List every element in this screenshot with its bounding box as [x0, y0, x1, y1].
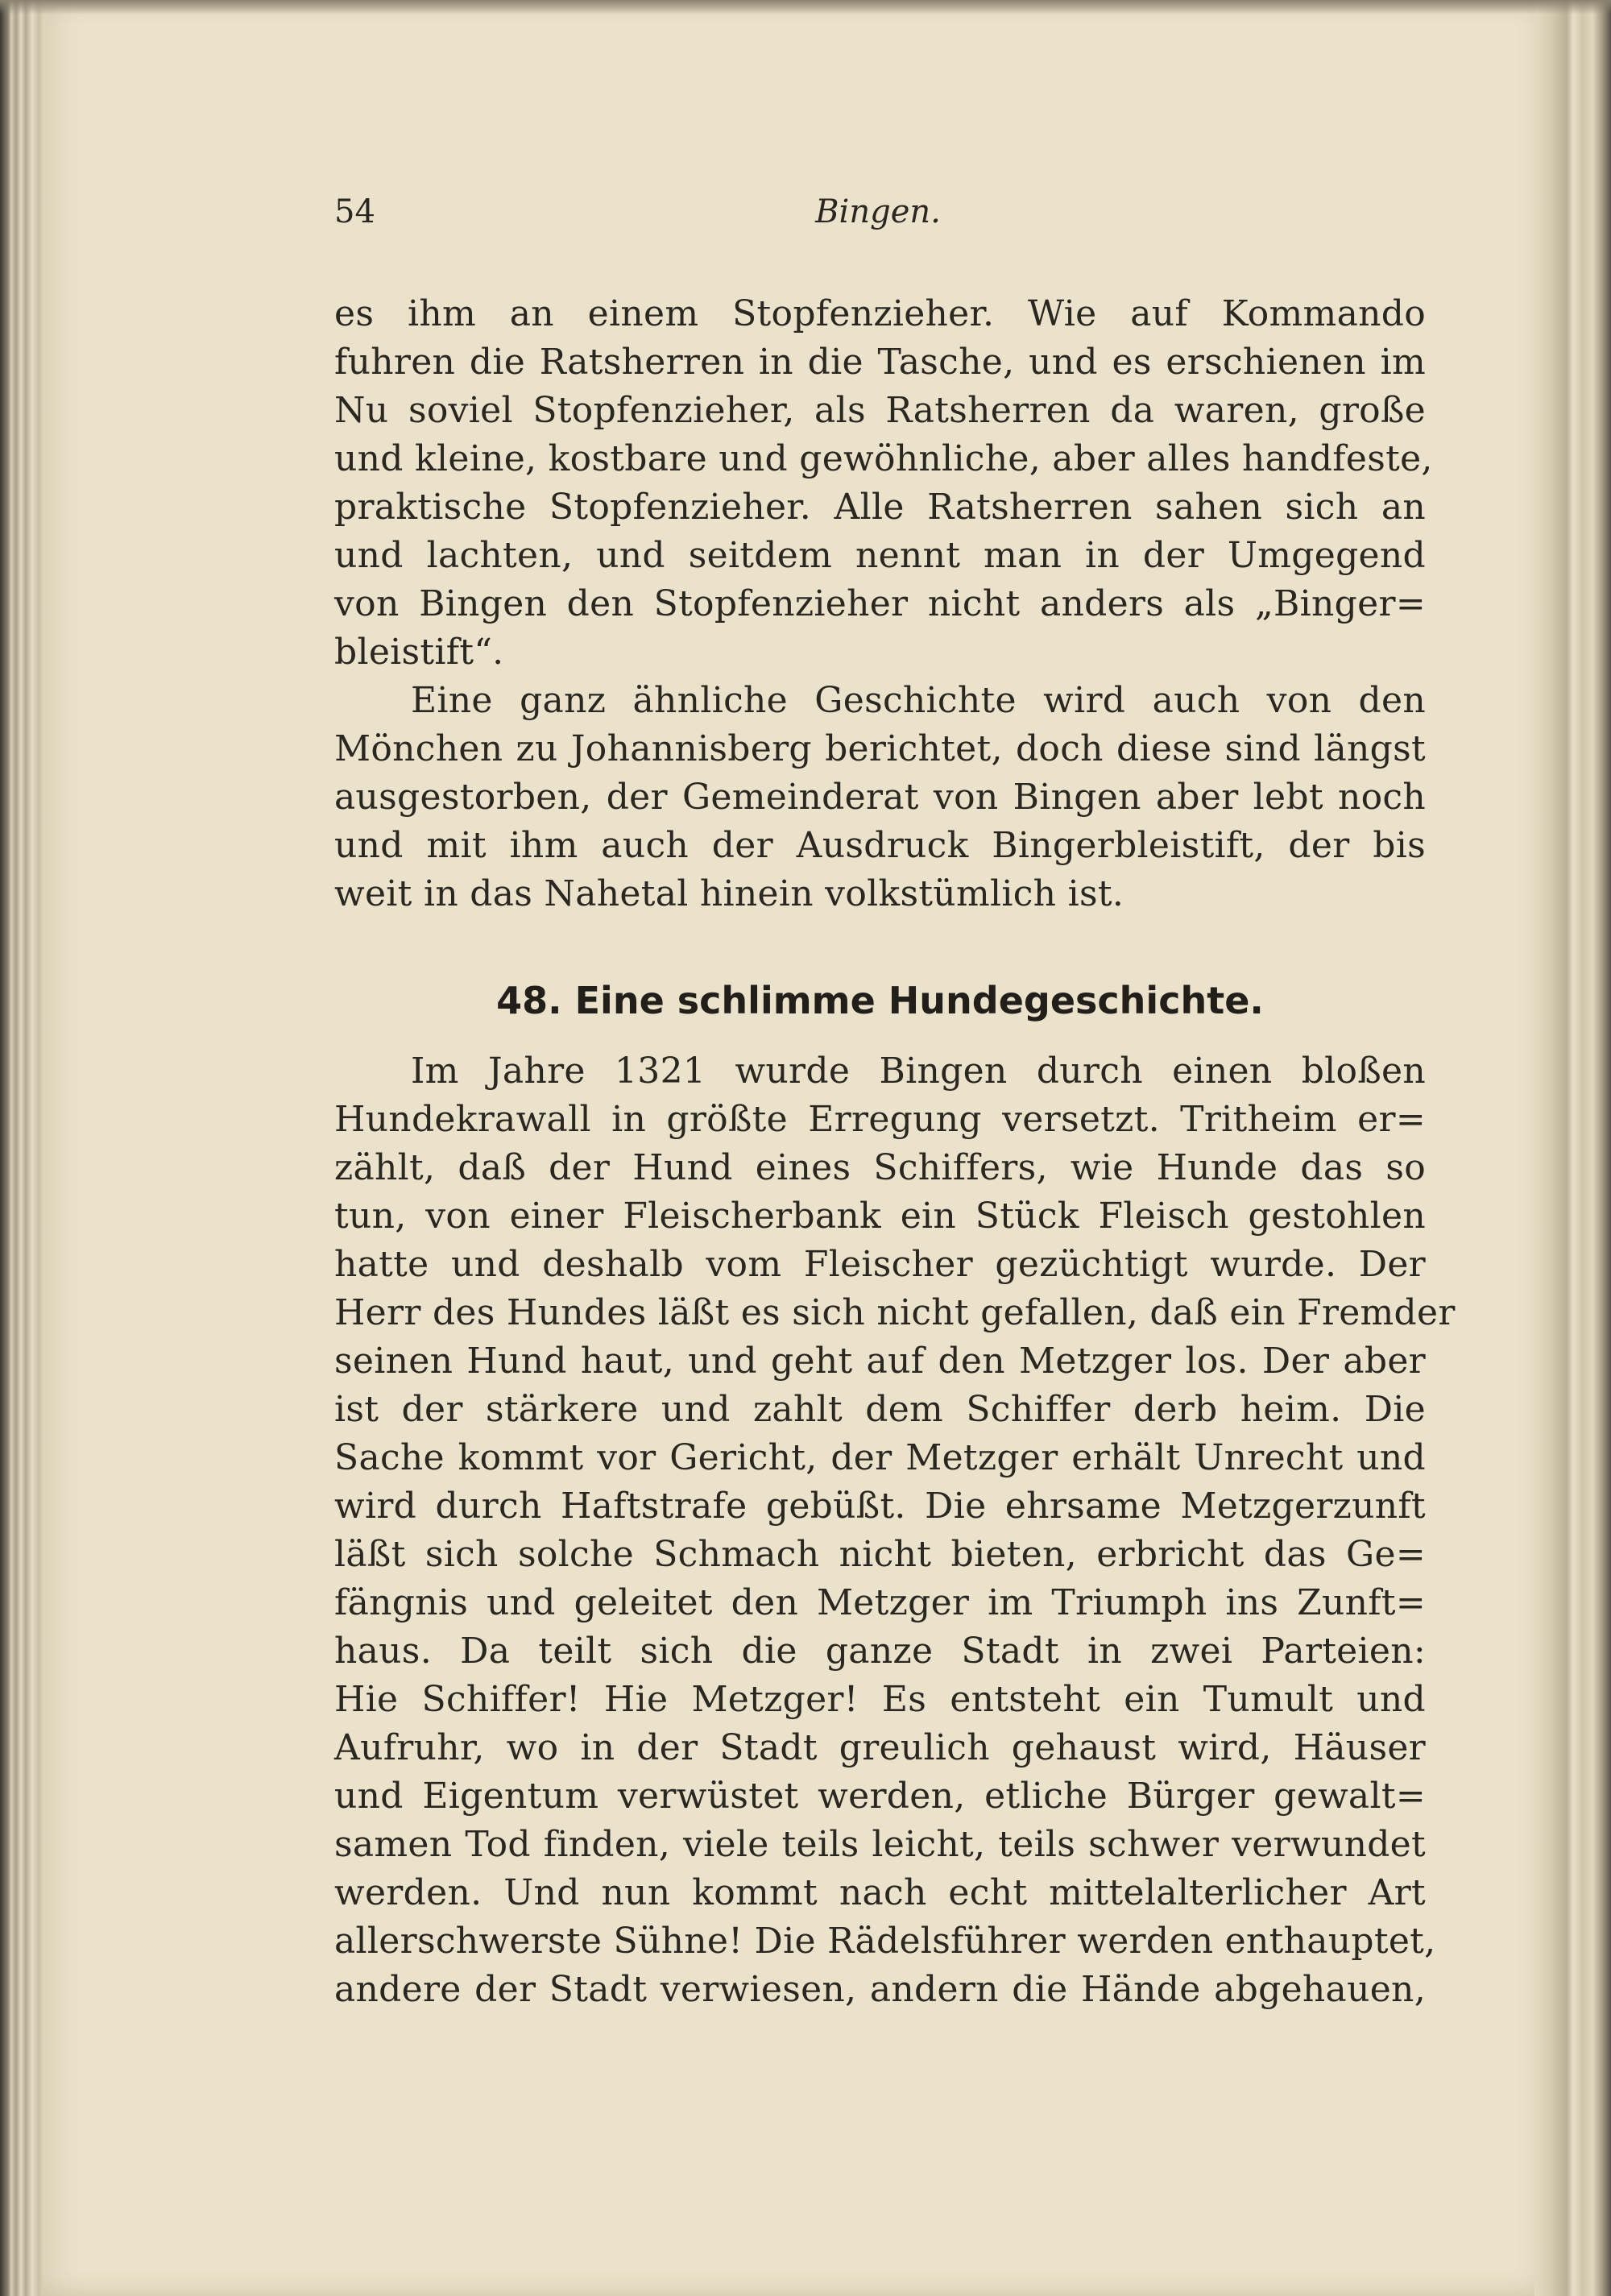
text-line: hatte und deshalb vom Fleischer gezüchtigt wurde. Der — [334, 1244, 1426, 1285]
text-line: fuhren die Ratsherren in die Tasche, und es erschienen im — [334, 342, 1426, 383]
text-line: weit in das Nahetal hinein volkstümlich ist. — [334, 873, 1124, 914]
text-line: und Eigentum verwüstet werden, etliche Bürger gewalt= — [334, 1776, 1426, 1817]
right-page-edges — [1534, 0, 1611, 2296]
text-line: und kleine, kostbare und gewöhnliche, aber alles handfeste, — [334, 438, 1433, 479]
text-line: von Bingen den Stopfenzieher nicht anders als „Binger= — [334, 583, 1426, 624]
text-line: und mit ihm auch der Ausdruck Bingerbleistift, der bis — [334, 825, 1426, 866]
left-page-edges — [0, 0, 48, 2296]
text-line: Mönchen zu Johannisberg berichtet, doch diese sind längst — [334, 728, 1426, 769]
text-line: Hundekrawall in größte Erregung versetzt. Tritheim er= — [334, 1099, 1426, 1140]
text-line: fängnis und geleitet den Metzger im Triumph ins Zunft= — [334, 1582, 1426, 1623]
text-line: bleistift“. — [334, 632, 504, 673]
text-line: wird durch Haftstrafe gebüßt. Die ehrsame Metzgerzunft — [334, 1486, 1426, 1527]
text-line: seinen Hund haut, und geht auf den Metzger los. Der aber — [334, 1341, 1426, 1382]
text-line: und lachten, und seitdem nennt man in der Umgegend — [334, 535, 1426, 576]
text-line: allerschwerste Sühne! Die Rädelsführer werden enthauptet, — [334, 1921, 1436, 1962]
scan-shadow — [0, 0, 1611, 15]
text-line: Nu soviel Stopfenzieher, als Ratsherren da waren, große — [334, 390, 1426, 431]
text-line: Herr des Hundes läßt es sich nicht gefallen, daß ein Fremder — [334, 1292, 1456, 1333]
text-line: Eine ganz ähnliche Geschichte wird auch von den — [411, 680, 1426, 721]
text-line: werden. Und nun kommt nach echt mittelalterlicher Art — [334, 1872, 1426, 1913]
running-head: Bingen. — [815, 193, 941, 230]
text-line: Im Jahre 1321 wurde Bingen durch einen bloßen — [411, 1051, 1426, 1092]
text-line: zählt, daß der Hund eines Schiffers, wie Hunde das so — [334, 1147, 1426, 1188]
text-line: samen Tod finden, viele teils leicht, teils schwer verwundet — [334, 1824, 1426, 1865]
text-line: tun, von einer Fleischerbank ein Stück Fleisch gestohlen — [334, 1196, 1426, 1237]
page-header — [334, 193, 1422, 242]
text-line: Hie Schiffer! Hie Metzger! Es entsteht ein Tumult und — [334, 1679, 1426, 1720]
text-line: läßt sich solche Schmach nicht bieten, erbricht das Ge= — [334, 1534, 1426, 1575]
page-number: 54 — [334, 193, 375, 230]
text-line: andere der Stadt verwiesen, andern die Hände abgehauen, — [334, 1969, 1426, 2010]
text-line: praktische Stopfenzieher. Alle Ratsherren sahen sich an — [334, 487, 1426, 528]
section-heading: 48. Eine schlimme Hundegeschichte. — [496, 979, 1264, 1022]
text-line: Sache kommt vor Gericht, der Metzger erhält Unrecht und — [334, 1437, 1426, 1478]
text-line: ist der stärkere und zahlt dem Schiffer derb heim. Die — [334, 1389, 1426, 1430]
text-line: ausgestorben, der Gemeinderat von Bingen aber lebt noch — [334, 777, 1426, 818]
text-line: haus. Da teilt sich die ganze Stadt in zwei Parteien: — [334, 1631, 1426, 1672]
text-line: es ihm an einem Stopfenzieher. Wie auf Kommando — [334, 293, 1426, 334]
text-line: Aufruhr, wo in der Stadt greulich gehaust wird, Häuser — [334, 1727, 1426, 1768]
